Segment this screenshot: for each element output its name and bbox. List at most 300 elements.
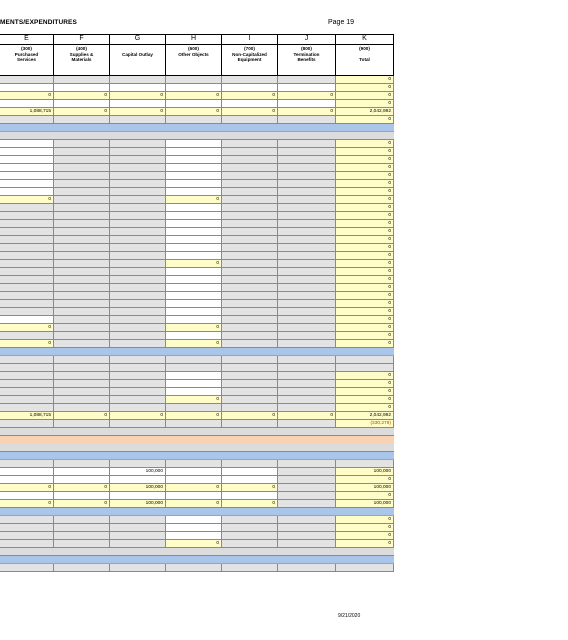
cell-g xyxy=(110,236,166,244)
cell-h xyxy=(166,76,222,84)
cell-h[interactable] xyxy=(166,292,222,300)
cell-i[interactable] xyxy=(222,84,278,92)
cell-h[interactable] xyxy=(166,180,222,188)
cell-g xyxy=(110,140,166,148)
column-letter-i: I xyxy=(222,35,278,44)
cell-h[interactable] xyxy=(166,388,222,396)
cell-g: 0 xyxy=(110,108,166,116)
cell-i xyxy=(222,276,278,284)
cell-j xyxy=(278,140,336,148)
table-row xyxy=(0,196,394,204)
cell-e: 0 xyxy=(0,196,54,204)
cell-i xyxy=(222,396,278,404)
cell-e xyxy=(0,540,54,548)
cell-e xyxy=(0,308,54,316)
page-number: Page 19 xyxy=(328,19,355,26)
cell-e xyxy=(0,332,54,340)
cell-i xyxy=(222,524,278,532)
cell-f xyxy=(54,396,110,404)
footer-date: 9/21/2020 xyxy=(338,613,361,619)
table-row xyxy=(0,220,394,228)
divider-fill xyxy=(0,452,394,460)
cell-f[interactable] xyxy=(54,84,110,92)
table-row xyxy=(0,468,394,476)
column-letter-j: J xyxy=(278,35,336,44)
cell-h[interactable] xyxy=(166,516,222,524)
cell-e xyxy=(0,564,54,572)
cell-f xyxy=(54,156,110,164)
cell-i[interactable] xyxy=(222,468,278,476)
table-row xyxy=(0,292,394,300)
cell-g xyxy=(110,268,166,276)
cell-e[interactable] xyxy=(0,492,54,500)
cell-g xyxy=(110,244,166,252)
cell-f[interactable] xyxy=(54,468,110,476)
divider-fill xyxy=(0,556,394,564)
table-row xyxy=(0,156,394,164)
cell-g xyxy=(110,300,166,308)
cell-e xyxy=(0,380,54,388)
cell-h[interactable] xyxy=(166,468,222,476)
cell-j xyxy=(278,164,336,172)
cell-e xyxy=(0,116,54,124)
cell-f xyxy=(54,188,110,196)
report-section-title: MENTS/EXPENDITURES xyxy=(0,19,77,26)
cell-k: 0 xyxy=(336,532,394,540)
cell-j xyxy=(278,404,336,412)
cell-i xyxy=(222,364,278,372)
cell-e xyxy=(0,396,54,404)
cell-j xyxy=(278,116,336,124)
cell-e[interactable] xyxy=(0,172,54,180)
table-row xyxy=(0,212,394,220)
cell-h[interactable] xyxy=(166,228,222,236)
cell-k: 0 xyxy=(336,324,394,332)
cell-h[interactable] xyxy=(166,332,222,340)
table-row xyxy=(0,524,394,532)
cell-f xyxy=(54,324,110,332)
cell-f xyxy=(54,236,110,244)
cell-f xyxy=(54,460,110,468)
cell-h[interactable] xyxy=(166,308,222,316)
cell-e xyxy=(0,516,54,524)
cell-g xyxy=(110,460,166,468)
table-row xyxy=(0,236,394,244)
cell-e xyxy=(0,532,54,540)
cell-i xyxy=(222,212,278,220)
cell-f xyxy=(54,196,110,204)
cell-f xyxy=(54,524,110,532)
cell-e xyxy=(0,204,54,212)
gray-divider-band xyxy=(0,428,394,436)
cell-i xyxy=(222,380,278,388)
cell-k: 0 xyxy=(336,276,394,284)
cell-i: 0 xyxy=(222,412,278,420)
cell-e[interactable] xyxy=(0,148,54,156)
cell-h xyxy=(166,404,222,412)
cell-k xyxy=(336,356,394,364)
table-row xyxy=(0,252,394,260)
cell-f xyxy=(54,76,110,84)
cell-e xyxy=(0,260,54,268)
cell-j xyxy=(278,260,336,268)
cell-f xyxy=(54,244,110,252)
cell-f: 0 xyxy=(54,92,110,100)
cell-j xyxy=(278,148,336,156)
cell-g xyxy=(110,420,166,428)
cell-g[interactable] xyxy=(110,476,166,484)
cell-f xyxy=(54,172,110,180)
table-row xyxy=(0,284,394,292)
cell-g xyxy=(110,316,166,324)
cell-f xyxy=(54,180,110,188)
table-row xyxy=(0,244,394,252)
cell-e: 0 xyxy=(0,500,54,508)
cell-k: 2,042,992 xyxy=(336,412,394,420)
column-letter-e: E xyxy=(0,35,54,44)
cell-h[interactable] xyxy=(166,204,222,212)
cell-f xyxy=(54,300,110,308)
cell-h[interactable] xyxy=(166,244,222,252)
table-row xyxy=(0,404,394,412)
cell-g xyxy=(110,380,166,388)
table-row xyxy=(0,100,394,108)
cell-i xyxy=(222,220,278,228)
cell-f xyxy=(54,204,110,212)
cell-h[interactable] xyxy=(166,268,222,276)
cell-g xyxy=(110,532,166,540)
cell-k: 0 xyxy=(336,148,394,156)
cell-f xyxy=(54,260,110,268)
cell-f xyxy=(54,532,110,540)
cell-h[interactable] xyxy=(166,172,222,180)
cell-h[interactable] xyxy=(166,220,222,228)
cell-k: 0 xyxy=(336,244,394,252)
cell-j xyxy=(278,388,336,396)
table-row xyxy=(0,92,394,100)
cell-f xyxy=(54,268,110,276)
cell-f xyxy=(54,540,110,548)
cell-g xyxy=(110,540,166,548)
cell-g xyxy=(110,180,166,188)
cell-i xyxy=(222,316,278,324)
cell-e: 1,088,715 xyxy=(0,412,54,420)
cell-g xyxy=(110,340,166,348)
spreadsheet-body xyxy=(0,76,394,572)
cell-j[interactable] xyxy=(278,84,336,92)
cell-h[interactable] xyxy=(166,372,222,380)
cell-g xyxy=(110,364,166,372)
cell-i xyxy=(222,236,278,244)
divider-fill xyxy=(0,132,394,140)
cell-j: 0 xyxy=(278,108,336,116)
cell-k: 0 xyxy=(336,340,394,348)
cell-e xyxy=(0,420,54,428)
table-row xyxy=(0,380,394,388)
cell-g xyxy=(110,148,166,156)
cell-h[interactable] xyxy=(166,276,222,284)
gray-divider-band xyxy=(0,132,394,140)
cell-k: 0 xyxy=(336,524,394,532)
cell-k: 0 xyxy=(336,284,394,292)
cell-e[interactable] xyxy=(0,156,54,164)
cell-h[interactable] xyxy=(166,252,222,260)
cell-g xyxy=(110,372,166,380)
cell-h[interactable] xyxy=(166,236,222,244)
cell-g xyxy=(110,228,166,236)
table-row xyxy=(0,164,394,172)
cell-h xyxy=(166,116,222,124)
cell-k: 100,000 xyxy=(336,500,394,508)
cell-j xyxy=(278,500,336,508)
cell-j xyxy=(278,252,336,260)
cell-j xyxy=(278,276,336,284)
cell-e: 0 xyxy=(0,92,54,100)
cell-h[interactable] xyxy=(166,100,222,108)
cell-i xyxy=(222,300,278,308)
table-row xyxy=(0,276,394,284)
cell-g xyxy=(110,324,166,332)
cell-h[interactable] xyxy=(166,188,222,196)
column-letter-row xyxy=(0,34,394,45)
table-row xyxy=(0,396,394,404)
cell-f xyxy=(54,308,110,316)
cell-e xyxy=(0,524,54,532)
cell-h: 0 xyxy=(166,340,222,348)
cell-h xyxy=(166,460,222,468)
cell-k: 0 xyxy=(336,100,394,108)
divider-fill xyxy=(0,428,394,436)
cell-k: 0 xyxy=(336,252,394,260)
cell-e[interactable] xyxy=(0,316,54,324)
column-heading-row xyxy=(0,45,394,76)
table-row xyxy=(0,204,394,212)
cell-f xyxy=(54,340,110,348)
cell-k: 0 xyxy=(336,188,394,196)
gray-divider-band xyxy=(0,444,394,452)
cell-g: 0 xyxy=(110,412,166,420)
column-heading-g: Capital Outlay xyxy=(110,45,166,75)
cell-g[interactable]: 100,000 xyxy=(110,468,166,476)
cell-i xyxy=(222,244,278,252)
cell-f xyxy=(54,292,110,300)
cell-k: 0 xyxy=(336,476,394,484)
cell-k: 100,000 xyxy=(336,484,394,492)
table-row xyxy=(0,300,394,308)
table-row xyxy=(0,500,394,508)
cell-i[interactable] xyxy=(222,476,278,484)
cell-k: 0 xyxy=(336,228,394,236)
cell-e[interactable] xyxy=(0,180,54,188)
table-row xyxy=(0,260,394,268)
cell-f xyxy=(54,516,110,524)
cell-j xyxy=(278,564,336,572)
cell-g xyxy=(110,260,166,268)
cell-j xyxy=(278,324,336,332)
cell-k: 0 xyxy=(336,164,394,172)
cell-f: 0 xyxy=(54,500,110,508)
cell-g xyxy=(110,516,166,524)
cell-i: 0 xyxy=(222,500,278,508)
cell-g xyxy=(110,220,166,228)
divider-fill xyxy=(0,508,394,516)
cell-g xyxy=(110,388,166,396)
cell-f xyxy=(54,284,110,292)
cell-g: 100,000 xyxy=(110,484,166,492)
cell-e[interactable] xyxy=(0,468,54,476)
cell-i xyxy=(222,420,278,428)
cell-h: 0 xyxy=(166,196,222,204)
divider-fill xyxy=(0,436,394,444)
cell-e[interactable] xyxy=(0,100,54,108)
cell-i xyxy=(222,148,278,156)
cell-k: 0 xyxy=(336,268,394,276)
expenditure-spreadsheet xyxy=(0,34,394,572)
cell-j xyxy=(278,180,336,188)
cell-e[interactable] xyxy=(0,476,54,484)
cell-g xyxy=(110,212,166,220)
cell-h[interactable] xyxy=(166,316,222,324)
cell-e[interactable] xyxy=(0,164,54,172)
cell-h[interactable] xyxy=(166,524,222,532)
cell-j xyxy=(278,540,336,548)
cell-k: 0 xyxy=(336,156,394,164)
cell-j xyxy=(278,340,336,348)
cell-g[interactable] xyxy=(110,84,166,92)
column-letter-f: F xyxy=(54,35,110,44)
gray-divider-band xyxy=(0,548,394,556)
cell-e: 0 xyxy=(0,340,54,348)
cell-h[interactable] xyxy=(166,212,222,220)
cell-g xyxy=(110,356,166,364)
cell-i[interactable] xyxy=(222,100,278,108)
cell-i xyxy=(222,268,278,276)
cell-j: 0 xyxy=(278,92,336,100)
cell-h: 0 xyxy=(166,412,222,420)
cell-h[interactable] xyxy=(166,300,222,308)
table-row xyxy=(0,180,394,188)
cell-k: 0 xyxy=(336,372,394,380)
cell-h[interactable] xyxy=(166,532,222,540)
cell-f xyxy=(54,388,110,396)
cell-e xyxy=(0,212,54,220)
cell-j xyxy=(278,532,336,540)
cell-j xyxy=(278,268,336,276)
cell-j xyxy=(278,76,336,84)
cell-h xyxy=(166,356,222,364)
cell-h: 0 xyxy=(166,540,222,548)
cell-j xyxy=(278,244,336,252)
table-row xyxy=(0,540,394,548)
cell-g xyxy=(110,332,166,340)
cell-k: 0 xyxy=(336,196,394,204)
cell-i xyxy=(222,324,278,332)
cell-e[interactable] xyxy=(0,84,54,92)
cell-f xyxy=(54,140,110,148)
cell-i xyxy=(222,164,278,172)
cell-j xyxy=(278,228,336,236)
cell-j xyxy=(278,308,336,316)
cell-h: 0 xyxy=(166,324,222,332)
cell-g xyxy=(110,308,166,316)
cell-k: 0 xyxy=(336,84,394,92)
table-row xyxy=(0,412,394,420)
cell-h[interactable] xyxy=(166,140,222,148)
cell-g[interactable] xyxy=(110,492,166,500)
cell-k: 0 xyxy=(336,404,394,412)
cell-h[interactable] xyxy=(166,164,222,172)
cell-k: 0 xyxy=(336,516,394,524)
cell-j xyxy=(278,212,336,220)
cell-i xyxy=(222,332,278,340)
cell-i[interactable] xyxy=(222,492,278,500)
cell-k: 0 xyxy=(336,380,394,388)
cell-e[interactable] xyxy=(0,188,54,196)
cell-h[interactable] xyxy=(166,84,222,92)
cell-g xyxy=(110,564,166,572)
cell-g[interactable] xyxy=(110,100,166,108)
cell-j xyxy=(278,420,336,428)
cell-k: 0 xyxy=(336,172,394,180)
cell-g xyxy=(110,76,166,84)
cell-h: 0 xyxy=(166,92,222,100)
cell-h[interactable] xyxy=(166,476,222,484)
cell-f xyxy=(54,316,110,324)
cell-j xyxy=(278,356,336,364)
cell-k: 0 xyxy=(336,540,394,548)
cell-g xyxy=(110,404,166,412)
column-letter-g: G xyxy=(110,35,166,44)
cell-f[interactable] xyxy=(54,476,110,484)
cell-i xyxy=(222,540,278,548)
cell-e xyxy=(0,220,54,228)
cell-g: 100,000 xyxy=(110,500,166,508)
cell-e xyxy=(0,228,54,236)
cell-j xyxy=(278,220,336,228)
cell-e xyxy=(0,244,54,252)
cell-k xyxy=(336,460,394,468)
cell-f xyxy=(54,228,110,236)
cell-i xyxy=(222,460,278,468)
cell-k: 0 xyxy=(336,140,394,148)
cell-h[interactable] xyxy=(166,284,222,292)
table-row xyxy=(0,324,394,332)
cell-h[interactable] xyxy=(166,492,222,500)
cell-f xyxy=(54,116,110,124)
column-heading-k: (900) Total xyxy=(336,45,394,75)
cell-h[interactable] xyxy=(166,380,222,388)
cell-j xyxy=(278,484,336,492)
cell-h xyxy=(166,564,222,572)
cell-h[interactable] xyxy=(166,148,222,156)
table-row xyxy=(0,116,394,124)
cell-f[interactable] xyxy=(54,492,110,500)
table-row xyxy=(0,108,394,116)
cell-j xyxy=(278,196,336,204)
cell-e xyxy=(0,404,54,412)
cell-i xyxy=(222,196,278,204)
column-heading-i: (700) Non-Capitalized Equipment xyxy=(222,45,278,75)
cell-e[interactable] xyxy=(0,140,54,148)
cell-j[interactable] xyxy=(278,100,336,108)
cell-j xyxy=(278,364,336,372)
cell-g xyxy=(110,172,166,180)
table-row xyxy=(0,356,394,364)
cell-i xyxy=(222,76,278,84)
cell-h[interactable] xyxy=(166,156,222,164)
cell-f[interactable] xyxy=(54,100,110,108)
cell-i xyxy=(222,404,278,412)
